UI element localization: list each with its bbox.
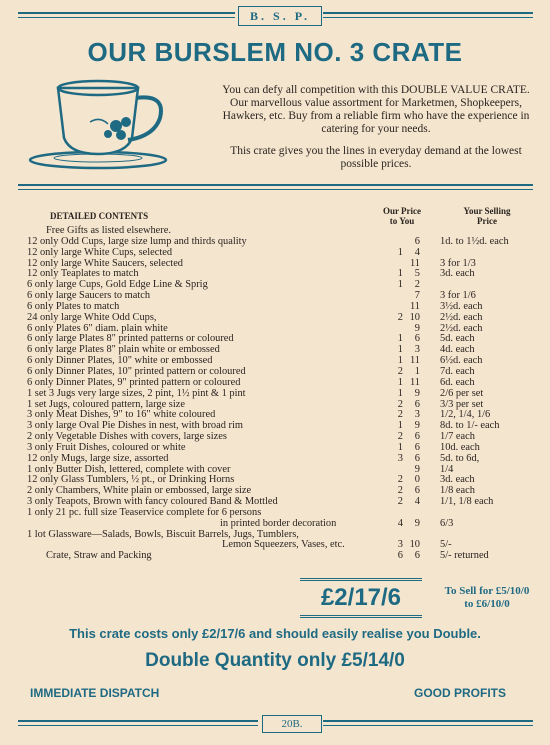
intro-text bbox=[222, 84, 530, 180]
detailed-contents-heading: DETAILED CONTENTS bbox=[50, 211, 149, 221]
page-number: 20B. bbox=[262, 715, 322, 733]
row-price-pence: 3 bbox=[414, 409, 420, 421]
row-description: 1 only Butter Dish, lettered, complete with cover bbox=[27, 463, 231, 475]
row-description: 2 only Chambers, White plain or embossed, large size bbox=[27, 485, 252, 497]
to-sell-line-1: To Sell for £5/10/0 bbox=[444, 585, 530, 597]
row-price-pence: 11 bbox=[409, 355, 420, 367]
row-price-pence: 0 bbox=[414, 474, 420, 486]
row-price-shillings: 1 bbox=[397, 344, 403, 356]
table-top-rule bbox=[18, 184, 533, 186]
crate-costs-line: This crate costs only £2/17/6 and should easily realise you Double. bbox=[69, 626, 481, 641]
row-selling-price: 10d. each bbox=[440, 441, 480, 453]
good-profits: GOOD PROFITS bbox=[414, 686, 507, 700]
header-tag: B. S. P. bbox=[238, 6, 322, 26]
top-rule-right-2 bbox=[323, 17, 533, 18]
row-price-shillings: 1 bbox=[397, 268, 403, 280]
row-price-pence: 6 bbox=[414, 398, 420, 410]
table-row bbox=[0, 529, 550, 540]
row-selling-price: 1/2, 1/4, 1/6 bbox=[440, 409, 491, 421]
intro-paragraph-2: This crate gives you the lines in everyday demand at the lowest possible prices. bbox=[230, 145, 522, 170]
row-price-shillings: 2 bbox=[397, 398, 403, 410]
immediate-dispatch: IMMEDIATE DISPATCH bbox=[30, 686, 160, 700]
row-price-pence: 9 bbox=[414, 387, 420, 399]
row-selling-price: 6d. each bbox=[440, 376, 475, 388]
row-description: 1 set Jugs, coloured pattern, large size bbox=[27, 398, 185, 410]
row-price-shillings: 1 bbox=[397, 387, 403, 399]
row-selling-price: 5/- bbox=[440, 539, 452, 551]
total-price: £2/17/6 bbox=[300, 578, 422, 618]
bottom-rule-left-2 bbox=[18, 725, 258, 726]
row-price-pence: 4 bbox=[414, 496, 420, 508]
row-description: 6 only large Cups, Gold Edge Line & Sprig bbox=[27, 279, 208, 291]
row-price-pence: 3 bbox=[414, 344, 420, 356]
row-description: 24 only large White Odd Cups, bbox=[27, 311, 157, 323]
row-selling-price: 1d. to 1½d. each bbox=[440, 235, 509, 247]
table-row bbox=[0, 323, 550, 334]
row-description: 3 only Teapots, Brown with fancy coloured Band & Mottled bbox=[27, 496, 278, 508]
row-price-pence: 10 bbox=[409, 539, 420, 551]
row-price-shillings: 2 bbox=[397, 409, 403, 421]
selling-price-line-2: Price bbox=[477, 216, 497, 226]
table-row bbox=[0, 301, 550, 312]
row-description: 6 only Plates 6" diam. plain white bbox=[27, 322, 168, 334]
row-price-pence: 5 bbox=[414, 268, 420, 280]
our-price-header bbox=[372, 206, 432, 226]
row-price-pence: 7 bbox=[414, 290, 420, 302]
row-selling-price: 6½d. each bbox=[440, 355, 483, 367]
row-price-pence: 1 bbox=[414, 365, 420, 377]
row-selling-price: 5d. to 6d, bbox=[440, 452, 480, 464]
row-description: 2 only Vegetable Dishes with covers, large sizes bbox=[27, 431, 227, 443]
table-top-rule-2 bbox=[18, 189, 533, 190]
row-price-shillings: 1 bbox=[397, 333, 403, 345]
row-description: 3 only Fruit Dishes, coloured or white bbox=[27, 441, 186, 453]
row-price-pence: 6 bbox=[414, 452, 420, 464]
row-price-shillings: 2 bbox=[397, 431, 403, 443]
row-description: Free Gifts as listed elsewhere. bbox=[46, 225, 171, 236]
row-description: 12 only Glass Tumblers, ½ pt., or Drinking Horns bbox=[27, 474, 235, 486]
table-row bbox=[0, 442, 550, 453]
row-description: 3 only large Oval Pie Dishes in nest, with broad rim bbox=[27, 420, 243, 432]
table-row bbox=[0, 409, 550, 420]
table-row bbox=[0, 431, 550, 442]
table-row bbox=[0, 539, 550, 550]
table-row bbox=[0, 344, 550, 355]
row-description: in printed border decoration bbox=[220, 517, 337, 529]
row-price-shillings: 1 bbox=[397, 420, 403, 432]
row-price-shillings: 1 bbox=[397, 279, 403, 291]
row-price-shillings: 2 bbox=[397, 474, 403, 486]
row-description: 6 only Plates to match bbox=[27, 300, 120, 312]
row-selling-price: 2½d. each bbox=[440, 311, 483, 323]
row-description: 12 only Odd Cups, large size lump and thirds quality bbox=[27, 235, 247, 247]
row-selling-price: 3 for 1/3 bbox=[440, 257, 476, 269]
row-description: 6 only large Saucers to match bbox=[27, 290, 151, 302]
row-selling-price: 2/6 per set bbox=[440, 387, 484, 399]
table-row bbox=[0, 290, 550, 301]
to-sell-line-2: to £6/10/0 bbox=[464, 598, 510, 610]
table-row bbox=[0, 518, 550, 529]
table-row bbox=[0, 420, 550, 431]
table-row bbox=[0, 388, 550, 399]
table-row bbox=[0, 355, 550, 366]
row-price-shillings: 2 bbox=[397, 485, 403, 497]
row-selling-price: 3d. each bbox=[440, 268, 475, 280]
table-row bbox=[0, 550, 550, 561]
row-selling-price: 3½d. each bbox=[440, 300, 483, 312]
row-selling-price: 1/8 each bbox=[440, 485, 475, 497]
row-selling-price: 3/3 per set bbox=[440, 398, 484, 410]
double-quantity-line: Double Quantity only £5/14/0 bbox=[145, 650, 405, 671]
row-price-pence: 6 bbox=[414, 235, 420, 247]
bottom-rule-right-2 bbox=[323, 725, 533, 726]
table-row bbox=[0, 464, 550, 475]
bottom-rule-right bbox=[323, 720, 533, 722]
selling-price-header bbox=[452, 206, 522, 226]
table-row bbox=[0, 258, 550, 269]
row-selling-price: 4d. each bbox=[440, 344, 475, 356]
row-price-shillings: 2 bbox=[397, 311, 403, 323]
table-row bbox=[0, 496, 550, 507]
row-description: 12 only Mugs, large size, assorted bbox=[27, 452, 169, 464]
row-description: 6 only large Plates 8" printed patterns or coloured bbox=[27, 333, 234, 345]
row-selling-price: 2½d. each bbox=[440, 322, 483, 334]
row-price-pence: 6 bbox=[414, 441, 420, 453]
row-price-shillings: 3 bbox=[397, 539, 403, 551]
our-price-line-2: to You bbox=[389, 216, 415, 226]
row-selling-price: 1/4 bbox=[440, 463, 454, 475]
row-price-pence: 10 bbox=[409, 311, 420, 323]
table-row bbox=[0, 236, 550, 247]
row-price-pence: 9 bbox=[414, 322, 420, 334]
top-rule-left-2 bbox=[18, 17, 235, 18]
row-description: 1 only 21 pc. full size Teaservice complete for 6 persons bbox=[27, 506, 262, 518]
row-selling-price: 7d. each bbox=[440, 365, 475, 377]
row-description: Lemon Squeezers, Vases, etc. bbox=[222, 539, 345, 551]
row-price-shillings: 1 bbox=[397, 355, 403, 367]
row-price-pence: 6 bbox=[414, 431, 420, 443]
row-selling-price: 8d. to 1/- each bbox=[440, 420, 500, 432]
row-description: 6 only large Plates 8" plain white or embossed bbox=[27, 344, 220, 356]
row-selling-price: 3d. each bbox=[440, 474, 475, 486]
row-price-pence: 11 bbox=[409, 376, 420, 388]
contents-table bbox=[0, 225, 550, 561]
table-row bbox=[0, 377, 550, 388]
to-sell-text bbox=[432, 585, 542, 611]
row-price-pence: 4 bbox=[414, 246, 420, 258]
row-description: 12 only large White Cups, selected bbox=[27, 246, 173, 258]
top-rule-right bbox=[323, 12, 533, 14]
table-row bbox=[0, 333, 550, 344]
bottom-rule-left bbox=[18, 720, 258, 722]
table-row bbox=[0, 268, 550, 279]
row-description: 6 only Dinner Plates, 9" printed pattern or coloured bbox=[27, 376, 241, 388]
table-row bbox=[0, 247, 550, 258]
selling-price-line-1: Your Selling bbox=[463, 206, 511, 216]
row-price-shillings: 2 bbox=[397, 496, 403, 508]
row-price-pence: 9 bbox=[414, 463, 420, 475]
table-row bbox=[0, 507, 550, 518]
table-row bbox=[0, 474, 550, 485]
intro-paragraph-1: You can defy all competition with this DOUBLE VALUE CRATE. Our marvellous value assortment for Marketmen, Shopkeepers, Hawkers, etc. Buy from a reliable firm who have the experience in catering for your needs. bbox=[222, 84, 530, 135]
row-price-pence: 6 bbox=[414, 550, 420, 562]
table-row bbox=[0, 366, 550, 377]
row-price-pence: 9 bbox=[414, 517, 420, 529]
row-description: 3 only Meat Dishes, 9" to 16" white coloured bbox=[27, 409, 216, 421]
row-selling-price: 1/7 each bbox=[440, 431, 475, 443]
row-selling-price: 5/- returned bbox=[440, 550, 489, 562]
row-price-shillings: 1 bbox=[397, 441, 403, 453]
row-price-pence: 6 bbox=[414, 485, 420, 497]
row-description: 6 only Dinner Plates, 10" white or embossed bbox=[27, 355, 213, 367]
row-price-shillings: 3 bbox=[397, 452, 403, 464]
row-price-shillings: 6 bbox=[397, 550, 403, 562]
table-row bbox=[0, 312, 550, 323]
row-price-pence: 6 bbox=[414, 333, 420, 345]
row-price-shillings: 1 bbox=[397, 246, 403, 258]
row-description: 1 set 3 Jugs very large sizes, 2 pint, 1½ pint & 1 pint bbox=[27, 387, 246, 399]
table-row bbox=[0, 399, 550, 410]
row-selling-price: 5d. each bbox=[440, 333, 475, 345]
row-price-pence: 9 bbox=[414, 420, 420, 432]
table-row bbox=[0, 225, 550, 236]
row-description: 1 lot Glassware—Salads, Bowls, Biscuit Barrels, Jugs, Tumblers, bbox=[27, 528, 299, 540]
table-row bbox=[0, 279, 550, 290]
table-row bbox=[0, 485, 550, 496]
our-price-line-1: Our Price bbox=[382, 206, 422, 216]
row-price-shillings: 1 bbox=[397, 376, 403, 388]
page-title: OUR BURSLEM NO. 3 CRATE bbox=[87, 37, 463, 67]
row-selling-price: 1/1, 1/8 each bbox=[440, 496, 494, 508]
row-price-pence: 11 bbox=[409, 257, 420, 269]
row-description: Crate, Straw and Packing bbox=[46, 550, 152, 562]
row-price-pence: 2 bbox=[414, 279, 420, 291]
row-description: 12 only Teaplates to match bbox=[27, 268, 139, 280]
row-description: 12 only large White Saucers, selected bbox=[27, 257, 184, 269]
row-price-pence: 11 bbox=[409, 300, 420, 312]
row-price-shillings: 4 bbox=[397, 517, 403, 529]
row-selling-price: 3 for 1/6 bbox=[440, 290, 476, 302]
row-description: 6 only Dinner Plates, 10" printed pattern or coloured bbox=[27, 365, 246, 377]
teacup-illustration bbox=[20, 76, 170, 171]
top-rule-left bbox=[18, 12, 235, 14]
table-row bbox=[0, 453, 550, 464]
row-selling-price: 6/3 bbox=[440, 517, 454, 529]
row-price-shillings: 2 bbox=[397, 365, 403, 377]
